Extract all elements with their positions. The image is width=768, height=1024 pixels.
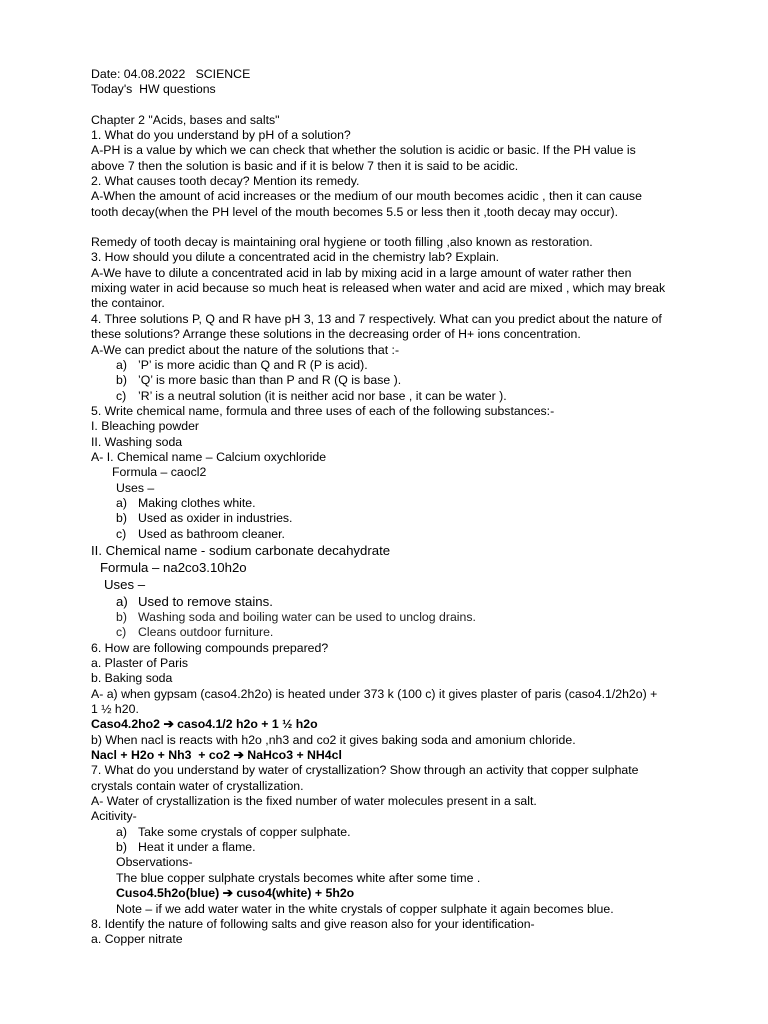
list-marker: c) — [116, 526, 127, 541]
q5-substance: I. Bleaching powder — [91, 419, 200, 434]
list-item — [91, 527, 706, 542]
list-item — [91, 593, 706, 610]
q2-remedy: Remedy of tooth decay is maintaining oral hygiene or tooth filling ,also known as restoration. — [91, 235, 593, 250]
q7-note: Note – if we add water water in the white crystals of copper sulphate it again becomes blue. — [116, 901, 614, 916]
q4-question: 4. Three solutions P, Q and R have pH 3, 13 and 7 respectively. What can you predict about the nature of — [91, 311, 662, 326]
q5-uses-label: Uses – — [104, 576, 146, 592]
q5-answer: II. Chemical name - sodium carbonate decahydrate — [91, 542, 391, 558]
list-item-text: Making clothes white. — [138, 495, 256, 510]
list-marker: b) — [116, 840, 127, 855]
q3-question: 3. How should you dilute a concentrated acid in the chemistry lab? Explain. — [91, 250, 500, 265]
q6-answer-line: 1 ½ h20. — [91, 702, 139, 717]
q6-substance: b. Baking soda — [91, 671, 173, 686]
list-item-text: ’Q’ is more basic than than P and R (Q is base ). — [138, 373, 402, 388]
q1-answer-line: above 7 then the solution is basic and if it is below 7 then it is said to be acidic. — [91, 158, 519, 173]
q8-substance: a. Copper nitrate — [91, 932, 183, 947]
list-marker: c) — [116, 388, 127, 403]
q3-answer-line: A-We have to dilute a concentrated acid in lab by mixing acid in a large amount of water rather then — [91, 265, 632, 280]
list-item-text: Cleans outdoor furniture. — [138, 625, 274, 640]
equation-right: cuso4(white) + 5h2o — [232, 886, 355, 901]
arrow-icon: ➔ — [222, 886, 233, 901]
list-item — [91, 511, 706, 526]
q3-answer-line: the containor. — [91, 296, 165, 311]
equation-left: Caso4.2ho2 — [91, 717, 164, 732]
list-marker: b) — [116, 511, 127, 526]
q3-answer-line: mixing water in acid because so much heat is released when water and acid are mixed , which may break — [91, 281, 666, 296]
list-marker: b) — [116, 373, 127, 388]
q4-answer: A-We can predict about the nature of the solutions that :- — [91, 342, 400, 357]
q2-answer-line: tooth decay(when the PH level of the mouth becomes 5.5 or less then it ,tooth decay may occur). — [91, 204, 618, 219]
q1-question: 1. What do you understand by pH of a solution? — [91, 128, 351, 143]
q6-answer-line: b) When nacl is reacts with h2o ,nh3 and co2 it gives baking soda and amonium chloride. — [91, 732, 576, 747]
q5-formula: Formula – na2co3.10h2o — [100, 559, 247, 575]
arrow-icon: ➔ — [233, 748, 244, 763]
list-item — [91, 625, 706, 640]
list-marker: c) — [116, 625, 127, 640]
q6-question: 6. How are following compounds prepared? — [91, 640, 329, 655]
list-item — [91, 610, 706, 625]
list-item-text: ’P’ is more acidic than Q and R (P is acid). — [138, 357, 368, 372]
list-item-text: ’R’ is a neutral solution (it is neither acid nor base , it can be water ). — [138, 388, 507, 403]
chapter-title: Chapter 2 "Acids, bases and salts" — [91, 112, 280, 127]
equation-left: Nacl + H2o + Nh3 + co2 — [91, 748, 234, 763]
q7-observation-text: The blue copper sulphate crystals becomes white after some time . — [116, 870, 481, 885]
q5-substance: II. Washing soda — [91, 434, 183, 449]
list-item-text: Used as bathroom cleaner. — [138, 526, 285, 541]
list-item — [91, 389, 706, 404]
q7-answer: A- Water of crystallization is the fixed number of water molecules present in a salt. — [91, 794, 537, 809]
list-item — [91, 825, 706, 840]
q2-question: 2. What causes tooth decay? Mention its remedy. — [91, 174, 360, 189]
q1-answer-line: A-PH is a value by which we can check that whether the solution is acidic or basic. If the PH value is — [91, 143, 636, 158]
equation-right: caso4.1/2 h2o + 1 ½ h2o — [173, 717, 318, 732]
q7-equation — [91, 886, 706, 901]
list-marker: a) — [116, 824, 127, 839]
list-marker: b) — [116, 609, 127, 624]
q5-uses-label: Uses – — [116, 480, 155, 495]
q6-equation — [91, 717, 706, 732]
equation-right: NaHco3 + NH4cl — [243, 748, 342, 763]
list-item — [91, 496, 706, 511]
hw-title: Today's HW questions — [91, 82, 216, 97]
list-item-text: Used to remove stains. — [138, 593, 273, 609]
q6-equation — [91, 748, 706, 763]
equation-left: Cuso4.5h2o(blue) — [116, 886, 223, 901]
q7-question: crystals contain water of crystallization. — [91, 778, 304, 793]
list-item-text: Washing soda and boiling water can be used to unclog drains. — [138, 609, 476, 624]
q7-observations-label: Observations- — [116, 855, 193, 870]
q4-question: these solutions? Arrange these solutions in the decreasing order of H+ ions concentration. — [91, 327, 581, 342]
list-marker: a) — [116, 495, 127, 510]
q5-question: 5. Write chemical name, formula and three uses of each of the following substances:- — [91, 403, 555, 418]
q7-activity-label: Acitivity- — [91, 809, 137, 824]
q6-answer-line: A- a) when gypsam (caso4.2h2o) is heated under 373 k (100 c) it gives plaster of paris (caso4.1/2h2o) + — [91, 686, 658, 701]
list-item-text: Used as oxider in industries. — [138, 511, 293, 526]
q7-question: 7. What do you understand by water of crystallization? Show through an activity that copper sulphate — [91, 763, 639, 778]
arrow-icon: ➔ — [163, 717, 174, 732]
list-marker: a) — [116, 357, 127, 372]
q6-substance: a. Plaster of Paris — [91, 656, 189, 670]
list-item — [91, 358, 706, 373]
q2-answer-line: A-When the amount of acid increases or the medium of our mouth becomes acidic , then it can cause — [91, 189, 642, 204]
q5-formula: Formula – caocl2 — [112, 465, 207, 480]
list-item — [91, 373, 706, 388]
list-item-text: Heat it under a flame. — [138, 840, 256, 855]
date-line: Date: 04.08.2022 SCIENCE — [91, 67, 251, 81]
q5-answer: A- I. Chemical name – Calcium oxychloride — [91, 449, 327, 464]
list-marker: a) — [116, 593, 128, 609]
list-item — [91, 840, 706, 855]
q8-question: 8. Identify the nature of following salts and give reason also for your identification- — [91, 916, 535, 931]
list-item-text: Take some crystals of copper sulphate. — [138, 824, 351, 839]
